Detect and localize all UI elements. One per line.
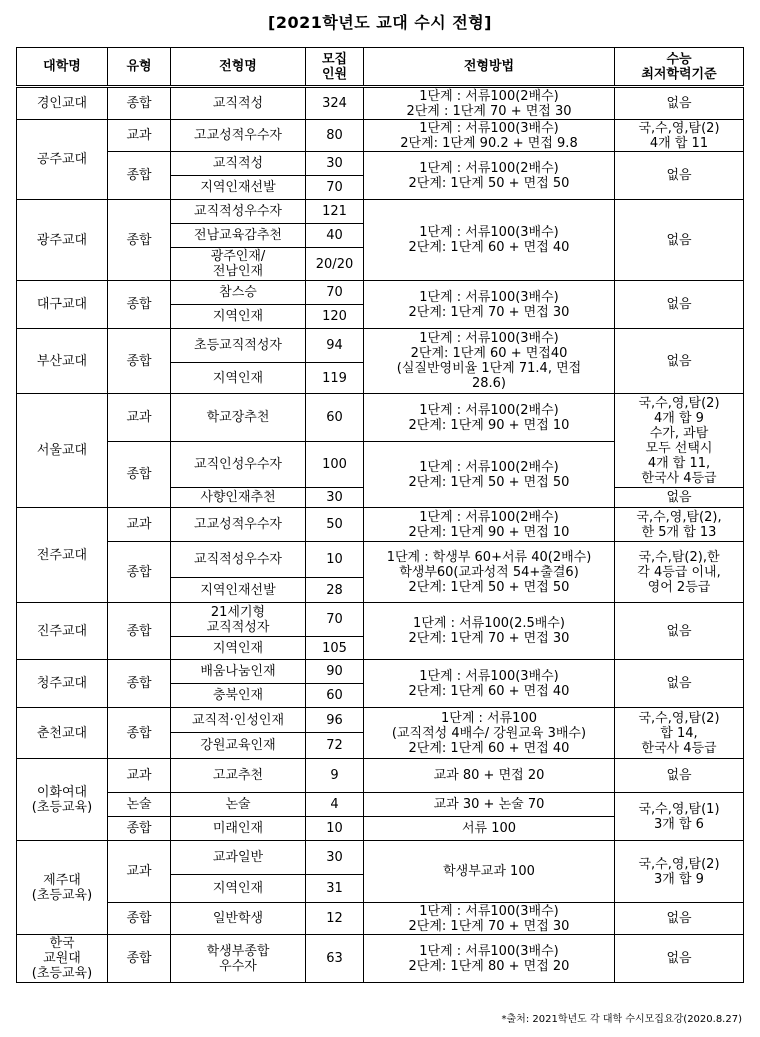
quota-cell: 31: [306, 875, 364, 903]
method-cell: 1단계 : 서류100(3배수) 2단계: 1단계 70 + 면접 30: [364, 903, 615, 935]
quota-cell: 70: [306, 176, 364, 200]
university-cell: 진주교대: [17, 603, 108, 660]
method-cell: 1단계 : 서류100(3배수) 2단계: 1단계 60 + 면접 40: [364, 660, 615, 708]
table-row: [17, 708, 744, 733]
method-cell: 1단계 : 서류100(3배수) 2단계: 1단계 80 + 면접 20: [364, 935, 615, 983]
admissions-table: [16, 47, 744, 983]
table-row: [17, 120, 744, 152]
quota-cell: 94: [306, 329, 364, 363]
quota-cell: 50: [306, 508, 364, 542]
page-title: [2021학년도 교대 수시 전형]: [268, 13, 492, 32]
quota-cell: 121: [306, 200, 364, 224]
table-row: [17, 660, 744, 684]
admission-name-cell: 충북인재: [171, 684, 306, 708]
minimum-cell: 없음: [615, 87, 744, 120]
quota-cell: 324: [306, 87, 364, 120]
admission-name-cell: 고교추천: [171, 759, 306, 793]
quota-cell: 105: [306, 637, 364, 660]
minimum-cell: 없음: [615, 603, 744, 660]
type-cell: 종합: [108, 542, 171, 603]
minimum-cell: 국,수,영,탐(2), 한 5개 합 13: [615, 508, 744, 542]
table-row: [17, 200, 744, 224]
minimum-cell: 국,수,영,탐(2) 3개 합 9: [615, 841, 744, 903]
minimum-cell: 없음: [615, 152, 744, 200]
minimum-cell: 국,수,영,탐(2) 4개 합 11: [615, 120, 744, 152]
method-cell: 1단계 : 서류100(2배수) 2단계 : 1단계 70 + 면접 30: [364, 87, 615, 120]
method-cell: 1단계 : 서류100(3배수) 2단계: 1단계 60 + 면접 40: [364, 200, 615, 281]
type-cell: 종합: [108, 329, 171, 394]
minimum-cell: 국,수,탐(2),한 각 4등급 이내, 영어 2등급: [615, 542, 744, 603]
quota-cell: 28: [306, 578, 364, 603]
minimum-cell: 없음: [615, 903, 744, 935]
table-row: [17, 329, 744, 363]
minimum-cell: 없음: [615, 759, 744, 793]
method-cell: 서류 100: [364, 817, 615, 841]
table-row: [17, 935, 744, 983]
admission-name-cell: 교직적성: [171, 152, 306, 176]
quota-cell: 63: [306, 935, 364, 983]
type-cell: 논술: [108, 793, 171, 817]
method-cell: 1단계 : 서류100(2배수) 2단계: 1단계 90 + 면접 10: [364, 508, 615, 542]
admission-name-cell: 논술: [171, 793, 306, 817]
method-cell: 교과 30 + 논술 70: [364, 793, 615, 817]
quota-cell: 119: [306, 363, 364, 394]
admission-name-cell: 참스승: [171, 281, 306, 305]
type-cell: 교과: [108, 120, 171, 152]
type-cell: 종합: [108, 152, 171, 200]
header-minimum: 수능 최저학력기준: [615, 48, 744, 87]
admission-name-cell: 학생부종합 우수자: [171, 935, 306, 983]
table-row: [17, 793, 744, 817]
table-row: [17, 603, 744, 637]
header-method: 전형방법: [364, 48, 615, 87]
method-cell: 1단계 : 서류100 (교직적성 4배수/ 강원교육 3배수) 2단계: 1단계 60 + 면접 40: [364, 708, 615, 759]
university-cell: 서울교대: [17, 394, 108, 508]
university-cell: 한국 교원대 (초등교육): [17, 935, 108, 983]
type-cell: 종합: [108, 660, 171, 708]
admission-name-cell: 교직적·인성인재: [171, 708, 306, 733]
minimum-cell: 없음: [615, 200, 744, 281]
admission-name-cell: 지역인재: [171, 363, 306, 394]
method-cell: 1단계 : 서류100(2배수) 2단계: 1단계 50 + 면접 50: [364, 442, 615, 508]
quota-cell: 72: [306, 733, 364, 759]
header-row: [17, 48, 744, 87]
admission-name-cell: 전남교육감추천: [171, 224, 306, 248]
admission-name-cell: 미래인재: [171, 817, 306, 841]
minimum-cell: 없음: [615, 329, 744, 394]
minimum-cell: 국,수,영,탐(2) 4개 합 9 수가, 과탐 모두 선택시 4개 합 11, 한국사 4등급: [615, 394, 744, 488]
header-university: 대학명: [17, 48, 108, 87]
header-quota: 모집 인원: [306, 48, 364, 87]
table-row: [17, 759, 744, 793]
admission-name-cell: 교직적성우수자: [171, 542, 306, 578]
quota-cell: 40: [306, 224, 364, 248]
admission-name-cell: 학교장추천: [171, 394, 306, 442]
table-row: [17, 87, 744, 120]
university-cell: 경인교대: [17, 87, 108, 120]
type-cell: 종합: [108, 935, 171, 983]
admission-name-cell: 고교성적우수자: [171, 120, 306, 152]
minimum-cell: 없음: [615, 660, 744, 708]
type-cell: 종합: [108, 442, 171, 508]
quota-cell: 70: [306, 603, 364, 637]
university-cell: 이화여대 (초등교육): [17, 759, 108, 841]
header-admission-name: 전형명: [171, 48, 306, 87]
quota-cell: 90: [306, 660, 364, 684]
admission-name-cell: 초등교직적성자: [171, 329, 306, 363]
source-note: *출처: 2021학년도 각 대학 수시모집요강(2020.8.27): [501, 1014, 742, 1025]
quota-cell: 96: [306, 708, 364, 733]
admission-name-cell: 교직적성: [171, 87, 306, 120]
admission-name-cell: 교과일반: [171, 841, 306, 875]
admission-name-cell: 21세기형 교직적성자: [171, 603, 306, 637]
quota-cell: 70: [306, 281, 364, 305]
quota-cell: 20/20: [306, 248, 364, 281]
method-cell: 학생부교과 100: [364, 841, 615, 903]
type-cell: 교과: [108, 841, 171, 903]
type-cell: 종합: [108, 281, 171, 329]
admission-name-cell: 일반학생: [171, 903, 306, 935]
type-cell: 종합: [108, 87, 171, 120]
admission-name-cell: 지역인재선발: [171, 176, 306, 200]
quota-cell: 80: [306, 120, 364, 152]
university-cell: 대구교대: [17, 281, 108, 329]
university-cell: 전주교대: [17, 508, 108, 603]
admission-name-cell: 광주인재/ 전남인재: [171, 248, 306, 281]
quota-cell: 9: [306, 759, 364, 793]
method-cell: 교과 80 + 면접 20: [364, 759, 615, 793]
minimum-cell: 없음: [615, 488, 744, 508]
admission-name-cell: 지역인재: [171, 305, 306, 329]
admission-name-cell: 교직인성우수자: [171, 442, 306, 488]
table-row: [17, 394, 744, 442]
quota-cell: 10: [306, 817, 364, 841]
method-cell: 1단계 : 서류100(2배수) 2단계: 1단계 90 + 면접 10: [364, 394, 615, 442]
university-cell: 청주교대: [17, 660, 108, 708]
method-cell: 1단계 : 서류100(2배수) 2단계: 1단계 50 + 면접 50: [364, 152, 615, 200]
quota-cell: 30: [306, 841, 364, 875]
type-cell: 종합: [108, 903, 171, 935]
table-row: [17, 542, 744, 578]
admission-name-cell: 고교성적우수자: [171, 508, 306, 542]
admission-name-cell: 배움나눔인재: [171, 660, 306, 684]
type-cell: 교과: [108, 508, 171, 542]
admission-name-cell: 사향인재추천: [171, 488, 306, 508]
type-cell: 교과: [108, 759, 171, 793]
quota-cell: 4: [306, 793, 364, 817]
admission-name-cell: 강원교육인재: [171, 733, 306, 759]
table-row: [17, 903, 744, 935]
quota-cell: 60: [306, 394, 364, 442]
quota-cell: 60: [306, 684, 364, 708]
method-cell: 1단계 : 서류100(3배수) 2단계: 1단계 70 + 면접 30: [364, 281, 615, 329]
minimum-cell: 없음: [615, 281, 744, 329]
admission-name-cell: 교직적성우수자: [171, 200, 306, 224]
table-row: [17, 841, 744, 875]
university-cell: 춘천교대: [17, 708, 108, 759]
admission-name-cell: 지역인재: [171, 875, 306, 903]
quota-cell: 30: [306, 488, 364, 508]
method-cell: 1단계 : 서류100(3배수) 2단계: 1단계 60 + 면접40 (실질반영비율 1단계 71.4, 면접 28.6): [364, 329, 615, 394]
type-cell: 교과: [108, 394, 171, 442]
table-row: [17, 152, 744, 176]
method-cell: 1단계 : 학생부 60+서류 40(2배수) 학생부60(교과성적 54+출결6) 2단계: 1단계 50 + 면접 50: [364, 542, 615, 603]
admission-name-cell: 지역인재선발: [171, 578, 306, 603]
table-row: [17, 508, 744, 542]
minimum-cell: 국,수,영,탐(2) 합 14, 한국사 4등급: [615, 708, 744, 759]
header-type: 유형: [108, 48, 171, 87]
method-cell: 1단계 : 서류100(2.5배수) 2단계: 1단계 70 + 면접 30: [364, 603, 615, 660]
quota-cell: 120: [306, 305, 364, 329]
type-cell: 종합: [108, 817, 171, 841]
quota-cell: 100: [306, 442, 364, 488]
admission-name-cell: 지역인재: [171, 637, 306, 660]
type-cell: 종합: [108, 603, 171, 660]
university-cell: 공주교대: [17, 120, 108, 200]
minimum-cell: 국,수,영,탐(1) 3개 합 6: [615, 793, 744, 841]
university-cell: 부산교대: [17, 329, 108, 394]
quota-cell: 30: [306, 152, 364, 176]
university-cell: 광주교대: [17, 200, 108, 281]
table-row: [17, 281, 744, 305]
quota-cell: 12: [306, 903, 364, 935]
quota-cell: 10: [306, 542, 364, 578]
minimum-cell: 없음: [615, 935, 744, 983]
type-cell: 종합: [108, 200, 171, 281]
university-cell: 제주대 (초등교육): [17, 841, 108, 935]
type-cell: 종합: [108, 708, 171, 759]
method-cell: 1단계 : 서류100(3배수) 2단계: 1단계 90.2 + 면접 9.8: [364, 120, 615, 152]
